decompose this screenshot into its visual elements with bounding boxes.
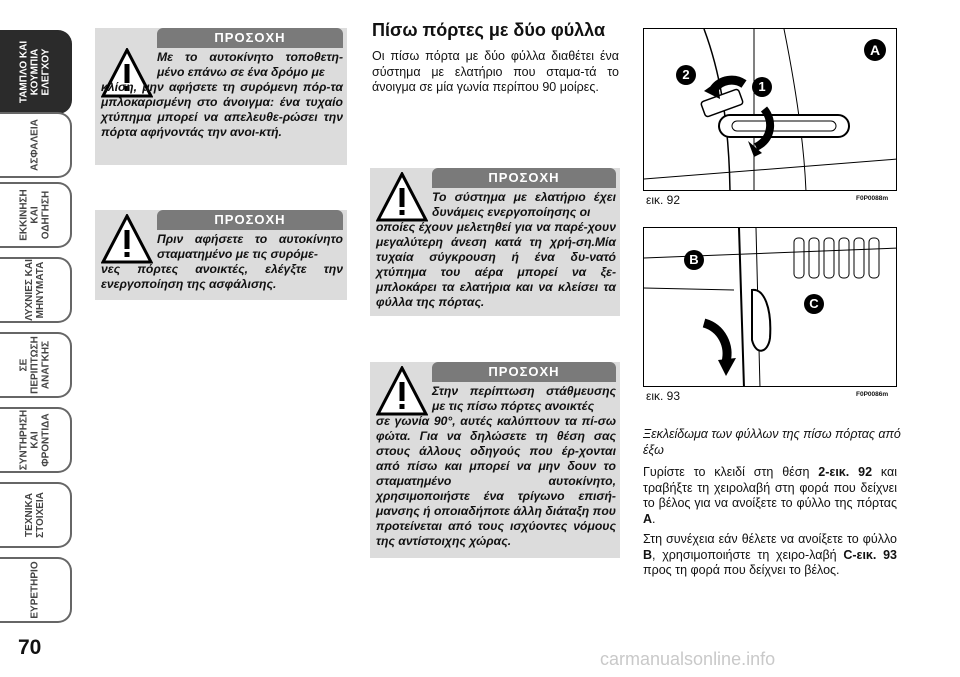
warning-box	[95, 210, 347, 300]
warning-label: ΠΡΟΣΟΧΗ	[157, 210, 343, 230]
section-heading: Πίσω πόρτες με δύο φύλλα	[372, 20, 606, 40]
door-lever-illustration	[644, 228, 897, 387]
callout-1: 1	[752, 77, 772, 97]
figure-code: F0P0086m	[856, 391, 889, 398]
side-tab-emergency[interactable]: ΣΕ ΠΕΡΙΠΤΩΣΗ ΑΝΑΓΚΗΣ	[0, 332, 72, 398]
figure-caption: εικ. 92	[646, 193, 681, 207]
figure-code: F0P0088m	[856, 195, 889, 202]
callout-b: B	[684, 250, 704, 270]
side-tab-dashboard[interactable]: ΤΑΜΠΛΟ ΚΑΙ ΚΟΥΜΠΙΑ ΕΛΕΓΧΟΥ	[0, 30, 72, 114]
warning-text-body: νες πόρτες ανοικτές, ελέγξτε την ενεργοποίηση της ασφάλισης.	[101, 262, 343, 291]
warning-box	[370, 168, 620, 316]
page-number: 70	[18, 636, 42, 659]
side-tab-starting-driving[interactable]: ΕΚΚΙΝΗΣΗ ΚΑΙ ΟΔΗΓΗΣΗ	[0, 182, 72, 248]
warning-box	[95, 28, 347, 165]
callout-2: 2	[676, 65, 696, 85]
paragraph-open-leaf-b: Στη συνέχεια εάν θέλετε να ανοίξετε το φύλλο B, χρησιμοποιήστε τη χειρο-λαβή C-εικ. 93 προς τη φορά που δείχνει το βέλος.	[643, 532, 897, 577]
subheading: Ξεκλείδωμα των φύλλων της πίσω πόρτας από έξω	[643, 427, 901, 457]
warning-label: ΠΡΟΣΟΧΗ	[432, 362, 616, 382]
callout-a: A	[864, 39, 886, 61]
warning-text-head: Στην περίπτωση στάθμευσης με τις πίσω πόρτες ανοικτές	[432, 384, 616, 413]
warning-text-head: Το σύστημα με ελατήριο έχει δυνάμεις ενεργοποίησης οι	[432, 190, 616, 219]
warning-box	[370, 362, 620, 558]
warning-text-body: σε γωνία 90°, αυτές καλύπτουν τα πί-σω φώτα. Για να δηλώσετε τη θέση σας στους άλλους οδηγούς που έρ-χονται από πίσω και μπορεί να μην δουν το σταματημένο αυτοκίνητο, χρησιμοποιήστε ένα τρίγωνο επισή-μανσης ή οποιαδήποτε άλλη διάταξη που προτείνεται από τους ισχύοντες νόμους της αντίστοιχης χώρας.	[376, 414, 616, 548]
warning-label: ΠΡΟΣΟΧΗ	[432, 168, 616, 188]
warning-text-body: κλίση, μην αφήσετε τη συρόμενη πόρ-τα μπλοκαρισμένη στο άνοιγμα: ένα τυχαίο χτύπημα μπορεί να απελευθε-ρώσει την πόρτα αφήνοντάς την ανοι-κτή.	[101, 80, 343, 139]
door-handle-illustration	[644, 29, 897, 191]
side-tab-index[interactable]: ΕΥΡΕΤΗΡΙΟ	[0, 557, 72, 623]
side-tab-technical-data[interactable]: ΤΕΧΝΙΚΑ ΣΤΟΙΧΕΙΑ	[0, 482, 72, 548]
figure-caption: εικ. 93	[646, 389, 681, 403]
side-tab-maintenance[interactable]: ΣΥΝΤΗΡΗΣΗ ΚΑΙ ΦΡΟΝΤΙΔΑ	[0, 407, 72, 473]
callout-c: C	[804, 294, 824, 314]
side-tab-safety[interactable]: ΑΣΦΑΛΕΙΑ	[0, 112, 72, 178]
warning-label: ΠΡΟΣΟΧΗ	[157, 28, 343, 48]
paragraph-unlock: Γυρίστε το κλειδί στη θέση 2-εικ. 92 και τραβήξτε τη χειρολαβή στη φορά που δείχνει το βέλος για να ανοίξετε το φύλλο της πόρτας A.	[643, 465, 898, 526]
figure-92-door-handle	[643, 28, 897, 191]
watermark: carmanualsonline.info	[600, 649, 776, 669]
figure-93-lever	[643, 227, 897, 387]
intro-paragraph: Οι πίσω πόρτα με δύο φύλλα διαθέτει ένα σύστημα με ελατήριο που σταμα-τά το άνοιγμα σε μία γωνία περίπου 90 μοίρες.	[372, 49, 619, 94]
warning-text-body: οποίες έχουν μελετηθεί για να παρέ-χουν μεγαλύτερη άνεση κατά τη χρή-ση.Μία τυχαία σύγκρουση ή ένα δυ-νατό χτύπημα του αέρα μπορεί να ξε-μπλοκάρει τα ελατήρια και να κλείσει τα φύλλα της πόρτας.	[376, 220, 616, 309]
warning-text-head: Πριν αφήσετε το αυτοκίνητο σταματημένο με τις συρόμε-	[157, 232, 343, 261]
side-tab-lights-messages[interactable]: ΛΥΧΝΙΕΣ ΚΑΙ ΜΗΝΥΜΑΤΑ	[0, 257, 72, 323]
warning-text-head: Με το αυτοκίνητο τοποθετη-μένο επάνω σε ένα δρόμο με	[157, 50, 343, 79]
